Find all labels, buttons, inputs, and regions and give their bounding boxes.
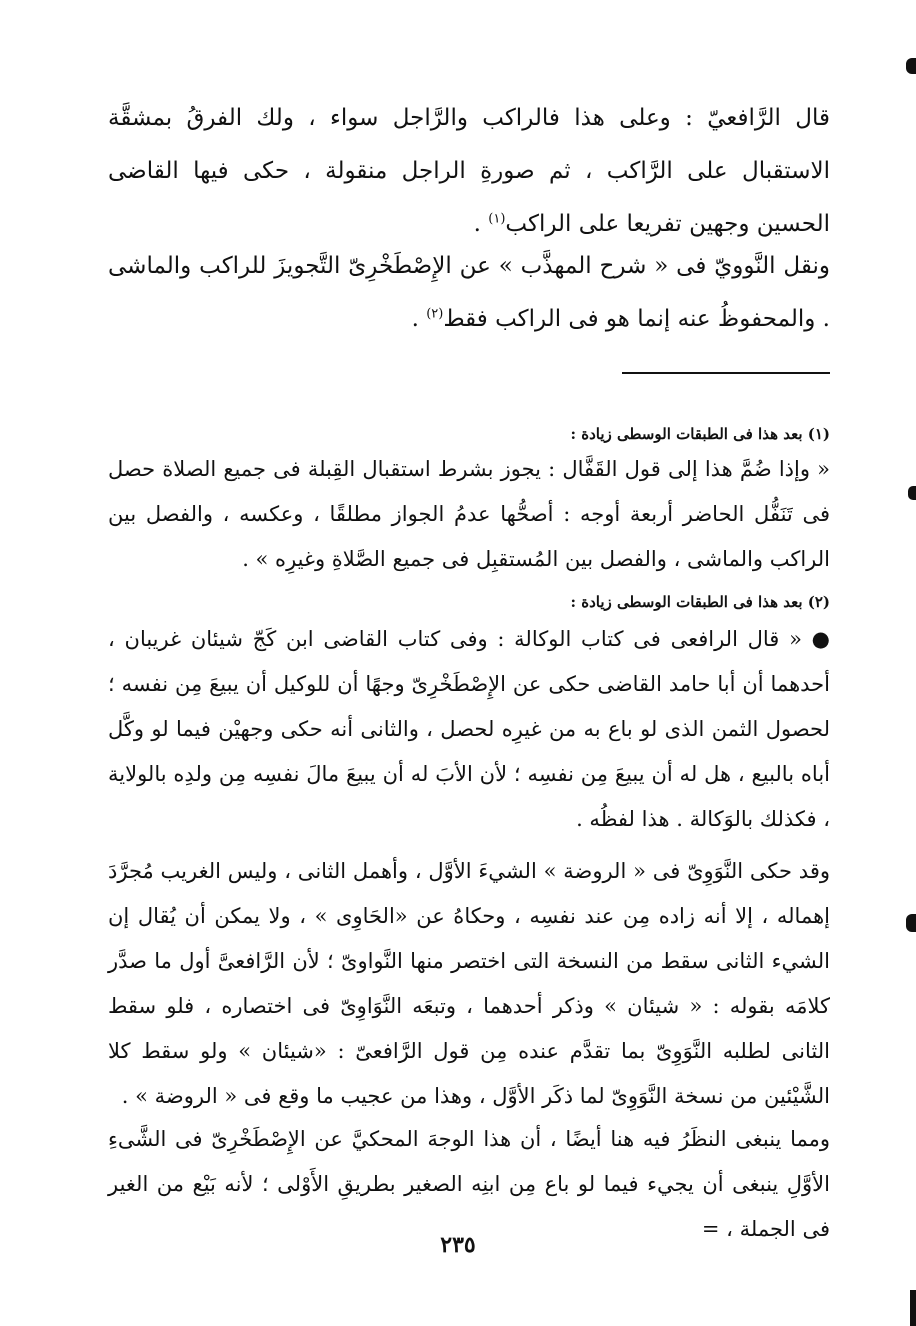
footnote-ref-1: (١) [488, 211, 506, 227]
footnote-2-text: ● « قال الرافعى فى كتاب الوكالة : وفى كتاب القاضى ابن كَجّ شيئان غريبان ، أحدهما أن أبا حامد القاضى حكى عن الإِصْطَخْرِىّ وجهًا أن للوكيل أن يبيعَ مِن نفسه ؛ لحصول الثمن الذى لو باع به من غيرِه لحصل ، والثانى أنه حكى وجهيْن فيما لو وكَّل أباه بالبيع ، هل له أن يبيعَ مِن نفسِه ؛ لأن الأبَ له أن يبيعَ مالَ نفسِه مِن ولدِه بالولاية ، فكذلك بالوَكالة . هذا لفظُه . [108, 627, 830, 831]
scan-edge-mark-lower [906, 914, 916, 932]
page-number: ٢٣٥ [440, 1232, 476, 1258]
body-paragraph-1-end: . [473, 211, 489, 237]
scan-edge-mark-top [906, 58, 916, 74]
footnote-2-heading: (٢) بعد هذا فى الطبقات الوسطى زيادة : [570, 593, 830, 611]
scan-edge-mark-middle [908, 486, 916, 500]
footnote-1-heading: (١) بعد هذا فى الطبقات الوسطى زيادة : [570, 425, 830, 443]
footnote-2-continuation-1: وقد حكى النَّوَوِىّ فى « الروضة » الشيءَ الأوَّل ، وأهمل الثانى ، وليس الغريب مُجرَّدَ إهماله ، إلا أنه زاده مِن عند نفسِه ، وحكاهُ عن «الحَاوِى » ، ولا يمكن أن يُقال إن الشيء الثانى سقط من النسخة التى اختصر منها النَّواوىّ ؛ لأن الرَّافعىَّ أول ما صدَّر كلامَه بقوله : « شيئان » وذكر أحدهما ، وتبعَه النَّوَاوِىّ فى اختصاره ، فلو سقط الثانى لطلبه النَّوَوِىّ بما تقدَّم عنده مِن قول الرَّافعىّ : «شيئان » ولو سقط كلا الشَّيْئين من نسخة النَّوَوِىّ لما ذكَر الأوَّل ، وهذا من عجيب ما وقع فى « الروضة » . [108, 859, 830, 1108]
footnote-1-text: « وإذا ضُمَّ هذا إلى قول القَفَّال : يجوز بشرط استقبال القِبلة فى جميع الصلاة حصل فى تَنَفُّل الحاضر أربعة أوجه : أصحُّها عدمُ الجواز مطلقًا ، وعكسه ، والفصل بين الراكب والماشى ، والفصل بين المُستقبِل فى جميع الصَّلاةِ وغيرِه » . [108, 457, 831, 571]
scan-edge-mark-bottom [910, 1290, 916, 1326]
footnote-separator [622, 372, 830, 374]
footnote-2-continuation-2: ومما ينبغى النظَرُ فيه هنا أيضًا ، أن هذا الوجهَ المحكيَّ عن الإِصْطَخْرِىّ فى الشَّىءِ الأوَّلِ ينبغى أن يجيء فيما لو باع مِن ابنِه الصغير بطريقِ الأَوْلى ؛ لأنه بَيْع من الغير فى الجملة ، = [108, 1127, 830, 1241]
body-paragraph-1 [108, 92, 830, 251]
body-paragraph-1-text: قال الرَّافعيّ : وعلى هذا فالراكب والرَّاجل سواء ، ولك الفرقُ بمشقَّة الاستقبال على الرَّاكب ، ثم صورةِ الراجل منقولة ، حكى فيها القاضى الحسين وجهين تفريعا على الراكب [108, 105, 830, 237]
body-paragraph-2 [108, 240, 830, 346]
body-paragraph-2-end: . [411, 306, 427, 332]
footnote-ref-2: (٢) [426, 306, 444, 322]
body-paragraph-2-text: ونقل النَّوويّ فى « شرح المهذَّب » عن الإِصْطَخْرِىّ التَّجويزَ للراكب والماشى . والمحفوظُ عنه إنما هو فى الراكب فقط [108, 253, 830, 332]
